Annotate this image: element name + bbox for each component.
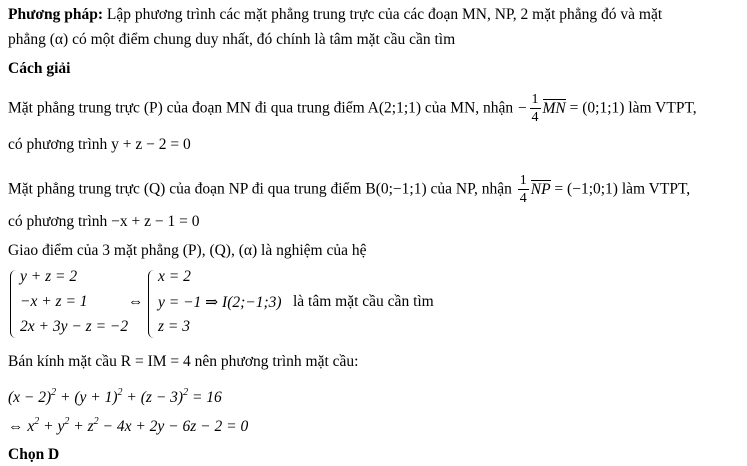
sphere-eq-sup-x: 2 — [51, 387, 57, 398]
plane-q-frac-num: 1 — [519, 173, 527, 188]
plane-q-fraction — [518, 174, 529, 206]
sphere-equation — [8, 387, 222, 407]
sphere-eq-term-y: + (y + 1) — [56, 389, 118, 406]
sphere-exp-z: + z — [69, 418, 94, 435]
sphere-exp-sup-y: 2 — [64, 416, 70, 427]
left-system-brace — [10, 270, 19, 338]
plane-q-paragraph — [8, 174, 690, 206]
left-system-eq1: y + z = 2 — [20, 268, 78, 285]
right-system-eq1: x = 2 — [158, 268, 191, 285]
right-system-eq2: y = −1 ⇒ I(2;−1;3) — [158, 294, 282, 311]
plane-p-sign: − — [517, 99, 528, 117]
method-paragraph-line1 — [8, 6, 662, 24]
plane-q-text: Mặt phẳng trung trực (Q) của đoạn NP đi qua trung điểm B(0;−1;1) của NP, nhận — [8, 180, 512, 198]
plane-p-fraction — [530, 93, 541, 125]
sphere-exp-rest: − 4x + 2y − 6z − 2 = 0 — [98, 418, 249, 435]
method-text-line1: Lập phương trình các mặt phẳng trung trực của các đoạn MN, NP, 2 mặt phẳng đó và mặt — [106, 6, 663, 23]
plane-p-frac-num: 1 — [531, 92, 539, 107]
plane-q-normal: = (−1;0;1) làm VTPT, — [554, 180, 691, 198]
left-system-eq3: 2x + 3y − z = −2 — [20, 318, 129, 335]
left-system-eq2: −x + z = 1 — [20, 293, 88, 310]
sphere-eq-term-z: + (z − 3) — [122, 389, 184, 406]
sphere-exp-y: + y — [39, 418, 65, 435]
sphere-eq-sup-y: 2 — [117, 387, 123, 398]
sphere-eq-rhs: = 16 — [188, 389, 222, 406]
sphere-exp-sup-z: 2 — [93, 416, 99, 427]
sphere-exp-x: ⇔ x — [8, 418, 35, 435]
plane-p-paragraph — [8, 93, 697, 125]
right-system-brace — [148, 270, 157, 338]
method-text-line2: phẳng (α) có một điểm chung duy nhất, đó chính là tâm mặt cầu cần tìm — [8, 31, 456, 48]
answer-choice: Chọn D — [8, 446, 60, 463]
sphere-expanded-equation — [8, 416, 248, 436]
sphere-exp-sup-x: 2 — [34, 416, 40, 427]
plane-p-equation: có phương trình y + z − 2 = 0 — [8, 136, 191, 153]
right-system-eq3: z = 3 — [158, 318, 190, 335]
system-conclusion: là tâm mặt cầu cần tìm — [293, 293, 434, 310]
plane-p-text: Mặt phẳng trung trực (P) của đoạn MN đi qua trung điểm A(2;1;1) của MN, nhận — [8, 99, 514, 117]
radius-text: Bán kính mặt cầu R = IM = 4 nên phương trình mặt cầu: — [8, 353, 359, 370]
plane-p-normal: = (0;1;1) làm VTPT, — [569, 99, 697, 117]
vector-mn: MN — [542, 99, 566, 117]
sphere-eq-term-x: (x − 2) — [8, 389, 52, 406]
plane-p-frac-den: 4 — [531, 110, 539, 125]
solution-heading: Cách giải — [8, 60, 71, 77]
plane-q-equation: có phương trình −x + z − 1 = 0 — [8, 213, 200, 230]
method-heading: Phương pháp: — [8, 6, 103, 23]
equivalence-symbol: ⇔ — [128, 293, 144, 310]
plane-q-frac-den: 4 — [519, 191, 527, 206]
intersection-text: Giao điểm của 3 mặt phẳng (P), (Q), (α) là nghiệm của hệ — [8, 242, 367, 259]
vector-np: NP — [530, 180, 551, 198]
sphere-eq-sup-z: 2 — [183, 387, 189, 398]
